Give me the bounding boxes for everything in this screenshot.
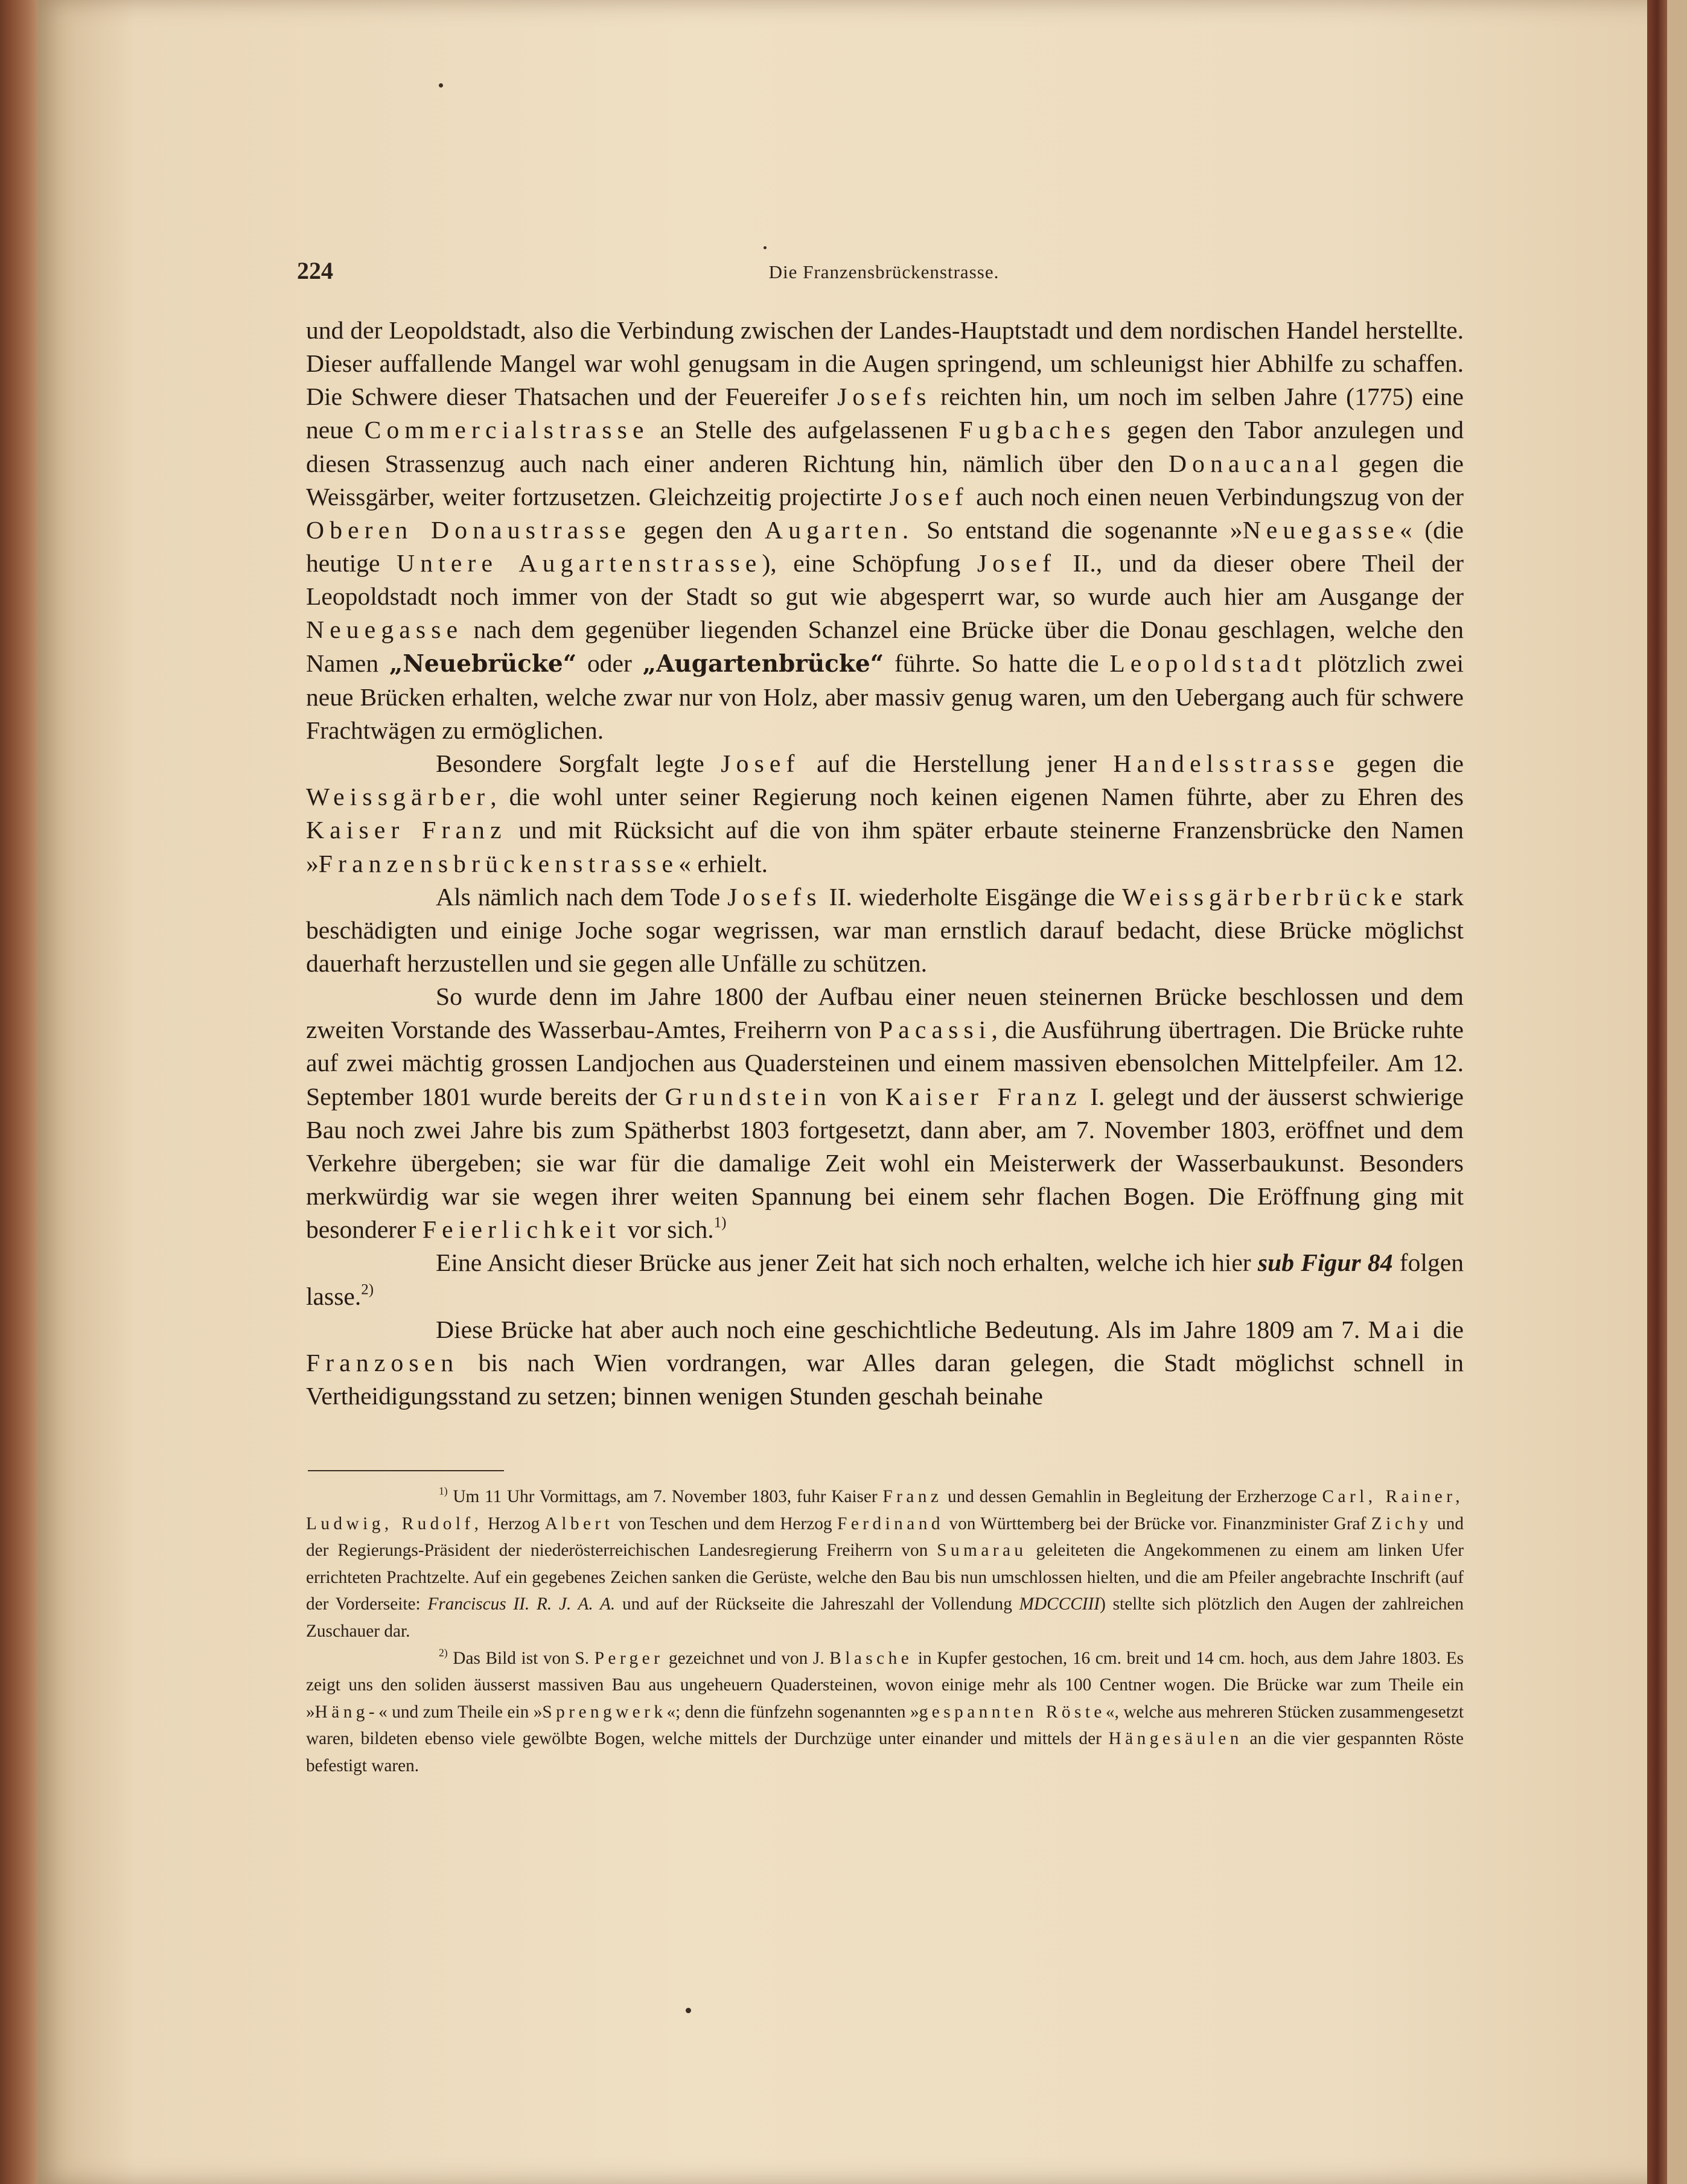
text-run: gegen die	[1339, 750, 1464, 778]
text-run: an die vier gespannten Röste befestigt waren.	[306, 1729, 1464, 1775]
text-run: Als nämlich nach dem Tode	[436, 882, 728, 911]
spaced-emphasis: Blasche	[829, 1648, 913, 1668]
footnote-ref: 2)	[439, 1646, 448, 1659]
text-run: von	[832, 1082, 885, 1110]
spaced-emphasis: Sumarau	[937, 1541, 1027, 1561]
spaced-emphasis: Mai	[1368, 1315, 1425, 1343]
page-header	[297, 256, 1471, 293]
paragraph	[306, 980, 1464, 1246]
text-run: II., und da dieser obere Theil der Leopoldstadt noch immer von der Stadt so gut wie abgesperrt war, so wurde auch hier am Ausgange der	[306, 549, 1464, 611]
spaced-emphasis: Josef	[977, 549, 1057, 578]
paragraph	[306, 314, 1464, 747]
text-run: gegen die Weissgärber, weiter fortzusetzen. Gleichzeitig projectirte	[306, 449, 1464, 511]
spaced-emphasis: Franz	[882, 1487, 943, 1506]
text-run: Um 11 Uhr Vormittags, am 7. November 1803, fuhr Kaiser	[447, 1487, 883, 1506]
text-run: bis nach Wien vordrangen, war Alles daran gelegen, die Stadt möglichst schnell in Vertheidigungsstand zu setzen; binnen wenigen Stunden geschah beinahe	[306, 1348, 1464, 1410]
italic-text: Franciscus II. R. J. A. A.	[427, 1594, 616, 1614]
text-run: und der Regierungs-Präsident der niederösterreichischen Landesregierung Freiherrn von	[306, 1514, 1464, 1561]
text-run: stark beschädigten und einige Joche sogar wegrissen, war man ernstlich darauf bedacht, diese Brücke möglichst dauerhaft herzustellen und sie gegen alle Unfälle zu schützen.	[306, 882, 1464, 977]
text-run: und dessen Gemahlin in Begleitung der Erzherzoge	[942, 1487, 1322, 1506]
text-run: Eine Ansicht dieser Brücke aus jener Zeit hat sich noch erhalten, welche ich hier	[436, 1249, 1258, 1277]
text-run: Besondere Sorgfalt legte	[436, 750, 721, 778]
spaced-emphasis: Donaucanal	[1168, 449, 1344, 477]
paragraph	[306, 747, 1464, 880]
spaced-emphasis: Kaiser Franz	[885, 1082, 1082, 1110]
right-page-edge	[1647, 0, 1667, 2184]
text-run: Das Bild ist von S.	[447, 1648, 595, 1668]
spaced-emphasis: Grundstein	[665, 1082, 832, 1110]
text-run: ) stellte sich plötzlich den Augen der zahlreichen Zuschauer dar.	[306, 1594, 1464, 1641]
ink-speck	[439, 83, 443, 88]
footnote-rule	[308, 1470, 504, 1471]
text-run: von Württemberg bei der Brücke vor. Finanzminister Graf	[943, 1514, 1371, 1533]
text-run: , die wohl unter seiner Regierung noch keinen eigenen Namen führte, aber zu Ehren des	[490, 783, 1464, 811]
spaced-emphasis: Zichy	[1371, 1514, 1432, 1533]
spaced-emphasis: Augarten.	[764, 515, 914, 544]
spaced-emphasis: Pacassi	[878, 1016, 992, 1044]
fraktur-name: „Augartenbrücke“	[642, 649, 884, 678]
text-run: , die Ausführung übertragen. Die Brücke ruhte auf zwei mächtig grossen Landjochen aus Quadersteinen und einem massiven ebensolchen Mittelpfeiler. Am 12. September 1801 wurde bereits der	[306, 1016, 1464, 1110]
spaced-emphasis: Fugbaches	[958, 416, 1116, 444]
spaced-emphasis: Neuegasse	[1242, 515, 1400, 544]
spaced-emphasis: Neuegasse	[306, 616, 464, 644]
figure-reference: sub Figur 84	[1257, 1249, 1393, 1277]
text-run: gegen den	[631, 515, 765, 544]
spaced-emphasis: Josef	[721, 750, 800, 778]
paragraph	[306, 1313, 1464, 1413]
spaced-emphasis: Hängesäulen	[1108, 1729, 1243, 1749]
text-run: und mit Rücksicht auf die von ihm später erbaute steinerne Franzensbrücke den Namen »	[306, 816, 1464, 877]
footnote	[306, 1645, 1464, 1780]
text-run: « und zum Theile ein »	[378, 1702, 543, 1722]
book-binding	[0, 0, 37, 2184]
text-run: So wurde denn im Jahre 1800 der Aufbau einer neuen steinernen Brücke beschlossen und dem zweiten Vorstande des Wasserbau-Amtes, Freiherrn von	[306, 982, 1464, 1044]
text-run: auf die Herstellung jener	[800, 750, 1114, 778]
spaced-emphasis: Sprengwerk	[542, 1702, 667, 1722]
text-run: und auf der Rückseite die Jahreszahl der Vollendung	[615, 1594, 1019, 1614]
text-run: folgen lasse.	[306, 1249, 1464, 1310]
spaced-emphasis: Josefs	[727, 882, 822, 911]
text-run: Herzog	[482, 1514, 545, 1533]
text-run: vor sich.	[621, 1215, 714, 1244]
text-run: führte. So hatte die	[884, 649, 1110, 677]
spaced-emphasis: Franzosen	[306, 1348, 459, 1377]
spaced-emphasis: Carl, Rainer, Ludwig, Rudolf,	[306, 1487, 1464, 1533]
text-run: von Teschen und dem Herzog	[613, 1514, 838, 1533]
text-run: gezeichnet und von J.	[663, 1648, 830, 1668]
footnotes	[306, 1483, 1464, 1780]
spaced-emphasis: Untere Augartenstrasse	[397, 549, 762, 578]
spaced-emphasis: Leopoldstadt	[1109, 649, 1307, 677]
text-run: «; denn die fünfzehn sogenannten »	[666, 1702, 919, 1722]
ink-speck	[764, 246, 767, 249]
text-run: nach dem gegenüber liegenden Schanzel eine Brücke über die Donau geschlagen, welche den Namen	[306, 616, 1464, 677]
body-text	[306, 314, 1464, 1413]
text-run: I. gelegt und der äusserst schwierige Bau noch zwei Jahre bis zum Spätherbst 1803 fortgesetzt, dann aber, am 7. November 1803, eröffnet und dem Verkehre übergeben; sie war für die damalige Zeit wohl ein Meisterwerk der Wasserbaukunst. Besonders merkwürdig war sie wegen ihrer weiten Spannung bei einem sehr flachen Bogen. Die Eröffnung ging mit besonderer	[306, 1082, 1464, 1244]
text-run: ), eine Schöpfung	[762, 549, 977, 578]
text-run: II. wiederholte Eisgänge die	[821, 882, 1122, 911]
text-run: « erhielt.	[678, 849, 768, 877]
spaced-emphasis: Handelsstrasse	[1113, 750, 1340, 778]
running-title: Die Franzensbrückenstrasse.	[768, 261, 1000, 282]
spaced-emphasis: Josef	[889, 482, 969, 511]
spaced-emphasis: Franzensbrückenstrasse	[318, 849, 679, 877]
text-run: «, welche aus mehreren Stücken zusammengesetzt waren, bildeten ebenso viele gewölbte Bogen, welche mittels der Durchzüge unter einander und mittels der	[306, 1702, 1464, 1749]
text-run: Diese Brücke hat aber auch noch eine geschichtliche Bedeutung. Als im Jahre 1809 am 7.	[436, 1315, 1368, 1343]
text-run: So entstand die sogenannte »	[914, 515, 1243, 544]
ink-speck	[686, 2008, 691, 2013]
text-run: geleiteten die Angekommenen zu einem am linken Ufer errichteten Prachtzelte. Auf ein gegebenes Zeichen sanken die Gerüste, welche den Bau bis nun umschlossen hielten, und die am Pfeiler angebrachte Inschrift (auf der Vorderseite:	[306, 1541, 1464, 1614]
footnote-ref: 2)	[361, 1281, 374, 1298]
footnote-ref: 1)	[439, 1485, 448, 1497]
spaced-emphasis: Albert	[544, 1514, 614, 1533]
spaced-emphasis: Weissgärberbrücke	[1121, 882, 1408, 911]
spaced-emphasis: Weissgärber	[306, 783, 491, 811]
paragraph	[306, 880, 1464, 980]
text-run: auch noch einen neuen Verbindungszug von der	[968, 482, 1464, 511]
text-run: reichten hin, um noch im selben Jahre (1775) eine neue	[306, 383, 1464, 444]
paragraph	[306, 1246, 1464, 1313]
spaced-emphasis: gespannten Röste	[919, 1702, 1106, 1722]
text-run: oder	[576, 649, 643, 677]
footnote	[306, 1483, 1464, 1645]
text-run: die	[1424, 1315, 1464, 1343]
spaced-emphasis: Ferdinand	[837, 1514, 944, 1533]
spaced-emphasis: Commercialstrasse	[364, 416, 649, 444]
page-number: 224	[297, 257, 333, 284]
italic-text: MDCCCIII	[1019, 1594, 1100, 1614]
text-run: in Kupfer gestochen, 16 cm. breit und 14 cm. hoch, aus dem Jahre 1803. Es zeigt uns den soliden äusserst massiven Bau aus ungeheuern Quadersteinen, wovon einige mehr als 100 Centner wogen. Die Brücke war zum Theile ein »	[306, 1648, 1464, 1722]
text-run: und der Leopoldstadt, also die Verbindung zwischen der Landes-Hauptstadt und dem nordischen Handel herstellte. Dieser auffallende Mangel war wohl genugsam in die Augen springend, um schleunigst hier Abhilfe zu schaffen. Die Schwere dieser Thatsachen und der Feuereifer	[306, 316, 1464, 411]
spaced-emphasis: Häng-	[314, 1702, 379, 1722]
text-run: « (die heutige	[306, 515, 1464, 578]
text-run: plötzlich zwei neue Brücken erhalten, welche zwar nur von Holz, aber massiv genug waren, um den Uebergang auch für schwere Frachtwägen zu ermöglichen.	[306, 649, 1464, 744]
text-run: gegen den Tabor anzulegen und diesen Strassenzug auch nach einer anderen Richtung hin, nämlich über den	[306, 416, 1464, 477]
spaced-emphasis: Josefs	[837, 383, 932, 411]
text-run: an Stelle des aufgelassenen	[649, 416, 959, 444]
spaced-emphasis: Feierlichkeit	[422, 1215, 622, 1244]
spaced-emphasis: Oberen Donaustrasse	[306, 515, 631, 544]
fraktur-name: „Neuebrücke“	[389, 649, 577, 678]
spaced-emphasis: Kaiser Franz	[306, 816, 507, 844]
footnote-ref: 1)	[713, 1214, 727, 1231]
spaced-emphasis: Perger	[594, 1648, 664, 1668]
